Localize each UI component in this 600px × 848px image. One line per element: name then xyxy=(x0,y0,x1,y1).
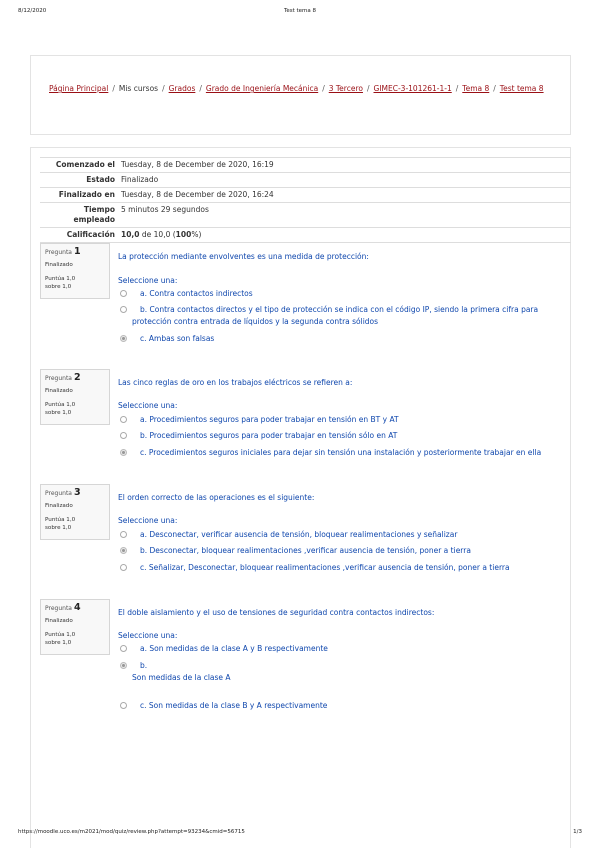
option-label: c. Señalizar, Desconectar, bloquear realimentaciones ,verificar ausencia de tensión, poner a tierra xyxy=(140,563,510,572)
print-title: Test tema 8 xyxy=(283,8,317,14)
radio-button-selected[interactable] xyxy=(120,662,127,669)
question-info xyxy=(40,369,110,425)
summary-value: Finalizado xyxy=(118,173,571,188)
answer-option[interactable] xyxy=(120,643,560,655)
question-number: 2 xyxy=(73,372,81,383)
option-label: a. Desconectar, verificar ausencia de tensión, bloquear realimentaciones y señalizar xyxy=(140,530,458,539)
breadcrumb-home[interactable]: Página Principal xyxy=(49,84,109,93)
breadcrumb-separator: / xyxy=(199,84,202,93)
select-prompt: Seleccione una: xyxy=(118,401,178,410)
radio-button[interactable] xyxy=(120,416,127,423)
breadcrumb-course[interactable]: GIMEC-3-101261-1-1 xyxy=(373,84,452,93)
print-header xyxy=(18,8,582,20)
question-score xyxy=(45,401,105,417)
summary-label: Calificación xyxy=(40,228,118,243)
summary-value xyxy=(118,228,571,243)
question-text: Las cinco reglas de oro en los trabajos eléctricos se refieren a: xyxy=(118,378,353,387)
question-text: El doble aislamiento y el uso de tensiones de seguridad contra contactos indirectos: xyxy=(118,608,435,617)
score-line: Puntúa 1,0 xyxy=(45,402,76,408)
question-score xyxy=(45,516,105,532)
score-line: sobre 1,0 xyxy=(45,525,72,531)
option-label-continued: Son medidas de la clase A xyxy=(132,673,231,682)
answer-option[interactable] xyxy=(120,700,560,712)
answer-option[interactable] xyxy=(120,529,560,541)
attempt-summary-table xyxy=(40,157,571,243)
score-line: sobre 1,0 xyxy=(45,640,72,646)
option-label: a. Son medidas de la clase A y B respectivamente xyxy=(140,644,328,653)
answer-option[interactable] xyxy=(120,288,560,300)
breadcrumb-separator: / xyxy=(366,84,370,93)
option-label-continued: protección contra entrada de líquidos y la segunda contra sólidos xyxy=(132,317,379,326)
answer-option-selected[interactable] xyxy=(120,333,560,345)
summary-row-started xyxy=(40,158,571,173)
grade-percent: 100 xyxy=(175,230,192,239)
print-date: 8/12/2020 xyxy=(18,8,47,14)
question-state: Finalizado xyxy=(45,262,73,268)
question-info xyxy=(40,243,110,299)
select-prompt: Seleccione una: xyxy=(118,631,178,640)
select-prompt: Seleccione una: xyxy=(118,276,178,285)
option-label: b. xyxy=(140,661,148,670)
radio-button[interactable] xyxy=(120,290,127,297)
radio-button[interactable] xyxy=(120,564,127,571)
summary-value: 5 minutos 29 segundos xyxy=(118,203,571,228)
summary-value: Tuesday, 8 de December de 2020, 16:19 xyxy=(118,158,571,173)
breadcrumb-topic[interactable]: Tema 8 xyxy=(462,84,490,93)
summary-row-state xyxy=(40,173,571,188)
print-url: https://moodle.uco.es/m2021/mod/quiz/review.php?attempt=93234&cmid=56715 xyxy=(18,829,245,835)
radio-button[interactable] xyxy=(120,432,127,439)
score-line: Puntúa 1,0 xyxy=(45,276,76,282)
option-label: c. Ambas son falsas xyxy=(140,334,215,343)
answer-option[interactable] xyxy=(120,430,560,442)
question-text: El orden correcto de las operaciones es el siguiente: xyxy=(118,493,315,502)
breadcrumb-separator: / xyxy=(493,84,496,93)
grade-score: 10,0 xyxy=(121,230,140,239)
summary-label: Estado xyxy=(40,173,118,188)
radio-button[interactable] xyxy=(120,531,127,538)
radio-button-selected[interactable] xyxy=(120,547,127,554)
question-label: Pregunta xyxy=(45,249,72,256)
summary-row-time xyxy=(40,203,571,228)
option-label: c. Procedimientos seguros iniciales para dejar sin tensión una instalación y posteriormente trabajar en ella xyxy=(140,448,542,457)
question-label: Pregunta xyxy=(45,375,72,382)
option-label: b. Contra contactos directos y el tipo de protección se indica con el código IP, siendo la primera cifra para xyxy=(140,305,539,314)
breadcrumb-separator: / xyxy=(162,84,165,93)
score-line: Puntúa 1,0 xyxy=(45,517,76,523)
answer-option-selected[interactable] xyxy=(120,660,560,684)
summary-label-line: Tiempo xyxy=(83,205,115,214)
radio-button[interactable] xyxy=(120,702,127,709)
question-number: 1 xyxy=(73,246,81,257)
grade-mid: de 10,0 ( xyxy=(139,230,176,239)
option-label: b. Desconectar, bloquear realimentaciones ,verificar ausencia de tensión, poner a tierra xyxy=(140,546,471,555)
radio-button-selected[interactable] xyxy=(120,335,127,342)
option-label: b. Procedimientos seguros para poder trabajar en tensión sólo en AT xyxy=(140,431,398,440)
question-number: 4 xyxy=(73,602,81,613)
summary-label: Comenzado el xyxy=(40,158,118,173)
question-state: Finalizado xyxy=(45,388,73,394)
option-label: c. Son medidas de la clase B y A respectivamente xyxy=(140,701,328,710)
summary-label xyxy=(40,203,118,228)
score-line: Puntúa 1,0 xyxy=(45,632,76,638)
breadcrumb-separator: / xyxy=(455,84,459,93)
breadcrumb xyxy=(49,84,544,93)
question-score xyxy=(45,631,105,647)
score-line: sobre 1,0 xyxy=(45,284,72,290)
answer-option[interactable] xyxy=(120,414,560,426)
question-text: La protección mediante envolventes es una medida de protección: xyxy=(118,252,369,261)
print-page-number: 1/3 xyxy=(573,829,582,835)
breadcrumb-year[interactable]: 3 Tercero xyxy=(328,84,363,93)
question-label: Pregunta xyxy=(45,605,72,612)
question-number: 3 xyxy=(73,487,81,498)
question-label: Pregunta xyxy=(45,490,72,497)
breadcrumb-separator: / xyxy=(322,84,325,93)
radio-button[interactable] xyxy=(120,306,127,313)
option-label: a. Contra contactos indirectos xyxy=(140,289,253,298)
summary-label: Finalizado en xyxy=(40,188,118,203)
question-score xyxy=(45,275,105,291)
breadcrumb-panel xyxy=(30,55,571,135)
radio-button-selected[interactable] xyxy=(120,449,127,456)
summary-row-finished xyxy=(40,188,571,203)
question-state: Finalizado xyxy=(45,618,73,624)
answer-option[interactable] xyxy=(120,562,560,574)
answer-option-selected[interactable] xyxy=(120,545,560,557)
breadcrumb-grados[interactable]: Grados xyxy=(168,84,196,93)
select-prompt: Seleccione una: xyxy=(118,516,178,525)
summary-value: Tuesday, 8 de December de 2020, 16:24 xyxy=(118,188,571,203)
question-state: Finalizado xyxy=(45,503,73,509)
breadcrumb-separator: / xyxy=(112,84,115,93)
answer-option-selected[interactable] xyxy=(120,447,560,459)
summary-label-line: empleado xyxy=(73,215,115,224)
question-info xyxy=(40,599,110,655)
answer-option[interactable] xyxy=(120,304,560,328)
summary-row-grade xyxy=(40,228,571,243)
option-label: a. Procedimientos seguros para poder trabajar en tensión en BT y AT xyxy=(140,415,399,424)
radio-button[interactable] xyxy=(120,645,127,652)
score-line: sobre 1,0 xyxy=(45,410,72,416)
breadcrumb-degree[interactable]: Grado de Ingeniería Mecánica xyxy=(205,84,319,93)
question-info xyxy=(40,484,110,540)
breadcrumb-quiz[interactable]: Test tema 8 xyxy=(499,84,544,93)
grade-end: %) xyxy=(191,230,202,239)
breadcrumb-my-courses: Mis cursos xyxy=(118,84,159,93)
